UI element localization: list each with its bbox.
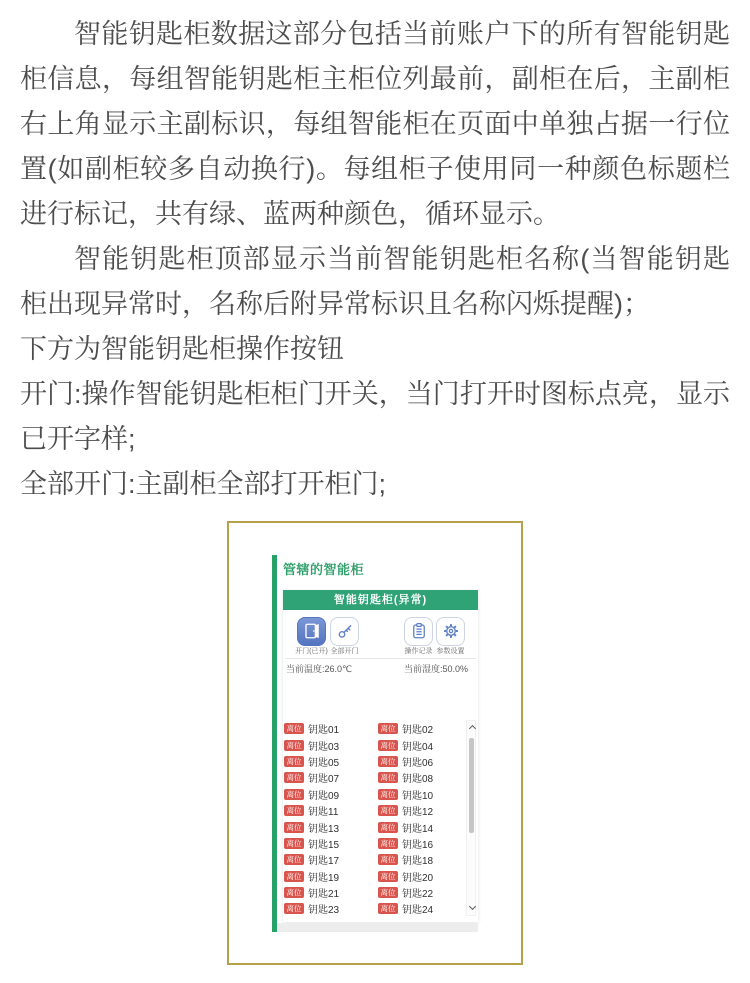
key-item <box>378 754 464 769</box>
clipboard-icon <box>410 622 428 640</box>
key-name: 钥匙12 <box>402 807 434 819</box>
key-icon <box>336 622 354 640</box>
key-name: 钥匙10 <box>402 790 434 802</box>
key-item <box>378 787 464 802</box>
paragraph-4: 开门:操作智能钥匙柜柜门开关，当门打开时图标点亮，显示已开字样; <box>20 379 730 454</box>
key-item <box>378 770 464 785</box>
environment-row <box>283 662 478 675</box>
operation-log-button[interactable] <box>404 617 433 646</box>
key-item <box>284 820 378 835</box>
key-item <box>378 852 464 867</box>
key-status-badge: 离位 <box>284 838 304 849</box>
key-name: 钥匙17 <box>308 856 340 868</box>
key-status-badge: 离位 <box>378 805 398 816</box>
chevron-down-icon <box>468 903 475 910</box>
temperature-reading: 当前温度:26.0℃ <box>286 663 353 674</box>
cabinet-group-title: 管辖的智能柜 <box>283 561 365 577</box>
key-status-badge: 离位 <box>284 805 304 816</box>
key-item <box>284 869 378 884</box>
key-item <box>284 738 378 753</box>
key-item <box>378 820 464 835</box>
key-list <box>284 721 464 918</box>
key-name: 钥匙16 <box>402 839 434 851</box>
cabinet-header: 智能钥匙柜(异常) <box>283 590 478 610</box>
key-name: 钥匙23 <box>308 905 340 917</box>
open-all-button[interactable] <box>330 617 359 646</box>
key-name: 钥匙24 <box>402 905 434 917</box>
key-item <box>284 754 378 769</box>
key-name: 钥匙22 <box>402 889 434 901</box>
key-name: 钥匙21 <box>308 889 340 901</box>
settings-action <box>434 617 467 656</box>
key-status-badge: 离位 <box>378 756 398 767</box>
key-status-badge: 离位 <box>284 871 304 882</box>
key-status-badge: 离位 <box>378 838 398 849</box>
key-status-badge: 离位 <box>284 789 304 800</box>
scrollbar-thumb[interactable] <box>469 738 474 833</box>
key-name: 钥匙02 <box>402 725 434 737</box>
open-door-action <box>295 617 328 656</box>
humidity-reading: 当前湿度:50.0% <box>404 663 469 674</box>
key-item <box>284 852 378 867</box>
key-item <box>284 901 378 916</box>
settings-label: 参数设置 <box>436 647 465 655</box>
key-name: 钥匙11 <box>308 807 339 819</box>
key-item <box>378 901 464 916</box>
key-status-badge: 离位 <box>284 903 304 914</box>
key-status-badge: 离位 <box>378 903 398 914</box>
key-item <box>378 885 464 900</box>
key-item <box>378 869 464 884</box>
green-stripe <box>272 555 277 932</box>
key-status-badge: 离位 <box>378 854 398 865</box>
open-door-label: 开门(已开) <box>295 647 328 655</box>
paragraph-5: 全部开门:主副柜全部打开柜门; <box>20 469 387 499</box>
key-list-scrollbar[interactable] <box>466 720 476 916</box>
key-item <box>378 836 464 851</box>
key-status-badge: 离位 <box>284 772 304 783</box>
key-name: 钥匙20 <box>402 872 434 884</box>
key-item <box>284 721 378 736</box>
footer-strip <box>277 923 478 932</box>
key-status-badge: 离位 <box>378 740 398 751</box>
key-name: 钥匙07 <box>308 774 340 786</box>
key-status-badge: 离位 <box>378 871 398 882</box>
key-status-badge: 离位 <box>378 789 398 800</box>
key-name: 钥匙06 <box>402 757 434 769</box>
key-item <box>378 721 464 736</box>
scroll-down-arrow[interactable] <box>468 902 476 914</box>
key-item <box>284 770 378 785</box>
divider <box>285 658 476 659</box>
key-status-badge: 离位 <box>284 887 304 898</box>
key-status-badge: 离位 <box>284 723 304 734</box>
key-item <box>378 738 464 753</box>
open-all-action <box>328 617 361 656</box>
key-name: 钥匙04 <box>402 741 434 753</box>
key-status-badge: 离位 <box>284 756 304 767</box>
key-item <box>284 803 378 818</box>
door-icon <box>303 622 321 640</box>
cabinet-card <box>283 590 478 922</box>
key-name: 钥匙08 <box>402 774 434 786</box>
open-door-button[interactable] <box>297 617 326 646</box>
key-name: 钥匙03 <box>308 741 340 753</box>
key-item <box>284 885 378 900</box>
key-status-badge: 离位 <box>284 822 304 833</box>
key-name: 钥匙05 <box>308 757 340 769</box>
scroll-up-arrow[interactable] <box>468 722 476 734</box>
paragraph-2: 智能钥匙柜顶部显示当前智能钥匙柜名称(当智能钥匙柜出现异常时，名称后附异常标识且名称闪烁提醒)； <box>20 244 730 319</box>
operation-log-action <box>402 617 435 656</box>
paragraph-1: 智能钥匙柜数据这部分包括当前账户下的所有智能钥匙柜信息，每组智能钥匙柜主柜位列最前，副柜在后，主副柜右上角显示主副标识，每组智能柜在页面中单独占据一行位置(如副柜较多自动换行)。每组柜子使用同一种颜色标题栏进行标记，共有绿、蓝两种颜色，循环显示。 <box>20 19 730 229</box>
paragraph-3: 下方为智能钥匙柜操作按钮 <box>20 334 344 364</box>
chevron-up-icon <box>468 725 475 732</box>
key-name: 钥匙15 <box>308 839 340 851</box>
figure-box <box>227 521 523 965</box>
key-status-badge: 离位 <box>378 887 398 898</box>
key-status-badge: 离位 <box>378 822 398 833</box>
key-status-badge: 离位 <box>284 740 304 751</box>
key-item <box>284 836 378 851</box>
settings-button[interactable] <box>436 617 465 646</box>
key-status-badge: 离位 <box>284 854 304 865</box>
key-name: 钥匙18 <box>402 856 434 868</box>
app-screenshot <box>272 555 478 932</box>
key-name: 钥匙13 <box>308 823 340 835</box>
key-status-badge: 离位 <box>378 772 398 783</box>
operation-log-label: 操作记录 <box>404 647 433 655</box>
open-all-label: 全部开门 <box>330 647 359 655</box>
key-item <box>378 803 464 818</box>
cabinet-actions <box>283 617 478 656</box>
key-name: 钥匙09 <box>308 790 340 802</box>
key-name: 钥匙01 <box>308 725 340 737</box>
key-name: 钥匙19 <box>308 872 340 884</box>
key-status-badge: 离位 <box>378 723 398 734</box>
key-name: 钥匙14 <box>402 823 434 835</box>
gear-icon <box>442 622 460 640</box>
key-item <box>284 787 378 802</box>
